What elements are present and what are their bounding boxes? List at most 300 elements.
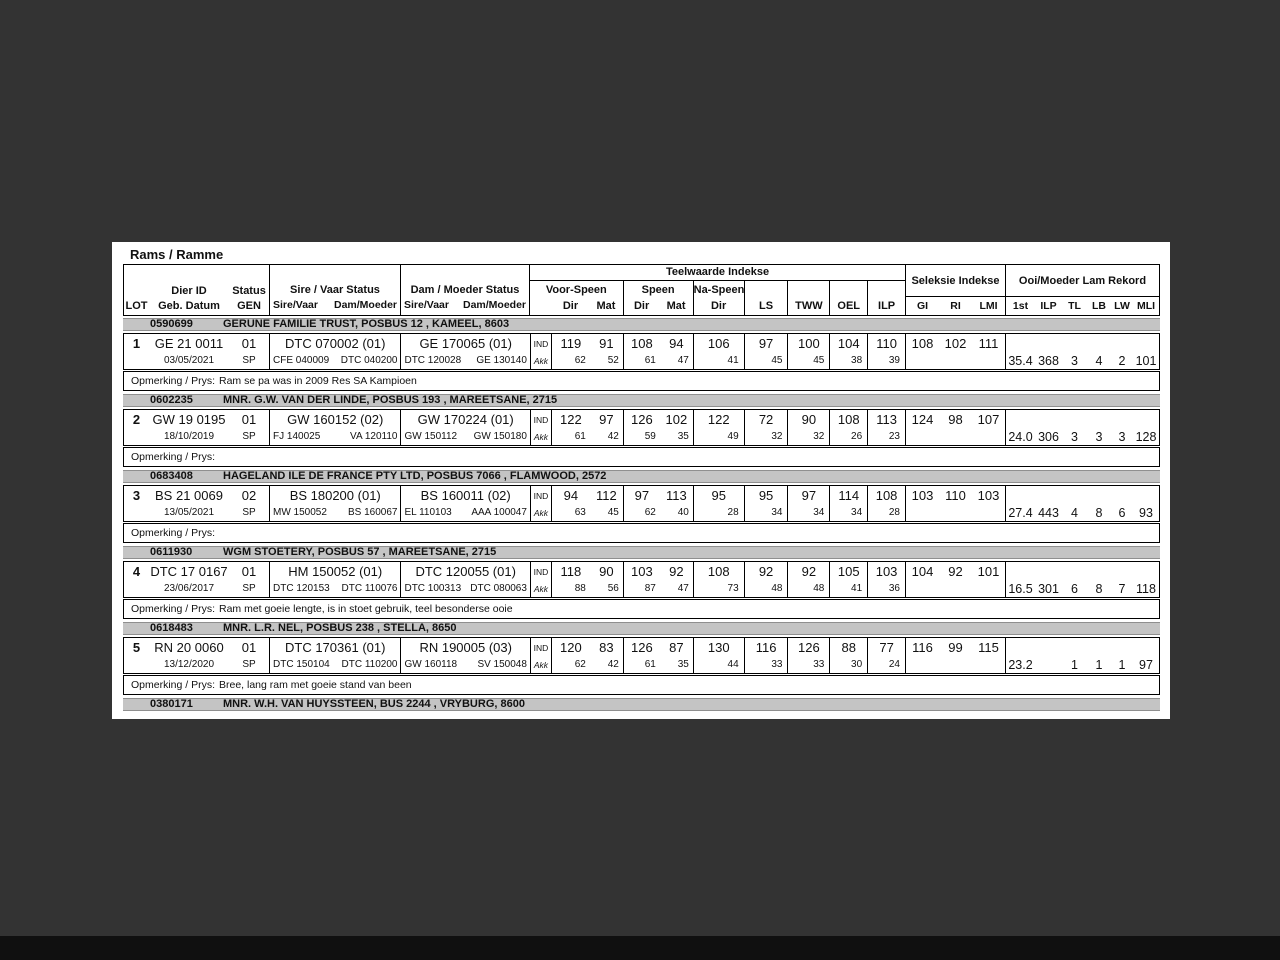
- catalog-page: [112, 242, 1170, 719]
- tww-akk-line: [788, 353, 829, 368]
- akk-label: Akk: [533, 507, 548, 518]
- ls-cell: [744, 334, 788, 369]
- tww-cell: [787, 638, 829, 673]
- breeder-number: 0590699: [150, 318, 193, 330]
- tww-ind-line: [788, 486, 829, 505]
- speen-akk-line: [624, 581, 693, 596]
- header-mli: MLI: [1136, 300, 1156, 312]
- header-naspeen-sub: [694, 298, 744, 314]
- header-sire-status: [269, 265, 400, 315]
- lot-row: [123, 637, 1160, 674]
- tww-ind-line: [788, 638, 829, 657]
- naspeen-cell: [693, 638, 744, 673]
- oel-akk-line: [830, 581, 867, 596]
- lot-row: [123, 409, 1160, 446]
- oel-cell: [829, 562, 867, 597]
- oel-cell: [829, 638, 867, 673]
- ind-akk-label-cell: [530, 334, 551, 369]
- speen-ind-line: [624, 334, 693, 353]
- ind-label-line: [531, 486, 551, 505]
- dam-id-line: [401, 638, 529, 657]
- tww-akk-line: [788, 657, 829, 672]
- naspeen-akk-line: [694, 505, 744, 520]
- ooi-rekord-cell: [1005, 334, 1159, 369]
- header-ooi-sub: [1006, 297, 1159, 315]
- akk-speen-mat: 35: [677, 659, 689, 670]
- seleksie-cell: [905, 410, 1005, 445]
- ls-ind-line: [745, 486, 788, 505]
- ooi-tl-value: 3: [1071, 429, 1078, 444]
- akk-tww: 32: [813, 431, 825, 442]
- ind-tww: 90: [801, 412, 817, 427]
- ind-speen-mat: 102: [665, 412, 688, 427]
- voorspeen-cell: [551, 562, 623, 597]
- ls-akk-line: [745, 657, 788, 672]
- ind-akk-label-cell: [530, 410, 551, 445]
- sire-id: DTC 170361 (01): [285, 640, 386, 655]
- gi-value: 103: [911, 488, 934, 503]
- lot-row: [123, 561, 1160, 598]
- birth-date: 03/05/2021: [163, 355, 215, 366]
- header-lw: LW: [1114, 300, 1130, 312]
- ooi-mli-value: 128: [1135, 429, 1157, 444]
- speen-akk-line: [624, 657, 693, 672]
- dam-dam-id: AAA 100047: [471, 507, 527, 518]
- akk-label-line: [531, 657, 551, 672]
- header-dir: Dir: [633, 300, 650, 312]
- akk-ls: 48: [771, 583, 783, 594]
- page-title: Rams / Ramme: [130, 247, 224, 262]
- akk-naspeen-dir: 28: [727, 507, 739, 518]
- naspeen-cell: [693, 410, 744, 445]
- seleksie-cell: [905, 562, 1005, 597]
- speen-akk-line: [624, 505, 693, 520]
- ind-oel: 108: [837, 412, 860, 427]
- ind-speen-dir: 126: [631, 640, 653, 655]
- gi-value: 116: [912, 640, 933, 655]
- speen-akk-line: [624, 429, 693, 444]
- header-line-1: [124, 283, 269, 298]
- header-seleksie-title: Seleksie Indekse: [906, 265, 1005, 297]
- ooi-ilp-value: 306: [1038, 429, 1059, 444]
- header-lb: LB: [1092, 300, 1106, 312]
- breeder-name: HAGELAND ILE DE FRANCE PTY LTD, POSBUS 7066 , FLAMWOOD, 2572: [223, 470, 607, 482]
- speen-cell: [623, 410, 693, 445]
- naspeen-cell: [693, 334, 744, 369]
- ind-naspeen-dir: 122: [707, 412, 730, 427]
- breeder-number: 0683408: [150, 470, 193, 482]
- dam-dam-id: GW 150180: [473, 431, 527, 442]
- lmi-value: 103: [977, 488, 1000, 503]
- akk-speen-dir: 61: [644, 355, 656, 366]
- lot-id-line-1: [124, 410, 269, 429]
- akk-ls: 45: [771, 355, 783, 366]
- header-ooi-title: Ooi/Moeder Lam Rekord: [1006, 265, 1159, 297]
- seleksie-empty-line: [906, 353, 1005, 368]
- ooi-mli-value: 93: [1139, 505, 1153, 520]
- breeder-number: 0380171: [150, 698, 193, 710]
- ooi-ilp-value: 368: [1038, 353, 1059, 368]
- seleksie-values-line: [906, 486, 1005, 505]
- dam-id-line: [401, 486, 529, 505]
- ind-speen-dir: 108: [631, 336, 653, 351]
- ilp-ind-line: [868, 486, 905, 505]
- ooi-1st-value: 16.5: [1008, 581, 1033, 596]
- ooi-empty-line: [1006, 486, 1159, 505]
- akk-voorspeen-dir: 62: [574, 659, 586, 670]
- lot-number: 2: [132, 412, 141, 427]
- breeder-name: GERUNE FAMILIE TRUST, POSBUS 12 , KAMEEL, 8603: [223, 318, 510, 330]
- ri-value: 92: [948, 564, 963, 579]
- oel-cell: [829, 486, 867, 521]
- dam-cell: [400, 486, 529, 521]
- speen-ind-line: [624, 410, 693, 429]
- ind-naspeen-dir: 95: [711, 488, 726, 503]
- ooi-empty-line: [1006, 562, 1159, 581]
- remark-label: Opmerking / Prys:: [131, 603, 216, 615]
- sire-sire-id: MW 150052: [273, 507, 327, 518]
- ind-naspeen-dir: 106: [707, 336, 730, 351]
- animal-id: RN 20 0060: [154, 640, 224, 655]
- ind-ls: 72: [758, 412, 774, 427]
- ind-speen-mat: 113: [665, 488, 687, 503]
- akk-naspeen-dir: 44: [727, 659, 739, 670]
- header-geb-datum: Geb. Datum: [158, 299, 220, 312]
- ooi-lb-value: 8: [1095, 581, 1103, 596]
- header-sire-vaar: Sire/Vaar: [273, 299, 318, 311]
- ind-voorspeen-mat: 97: [599, 412, 614, 427]
- ls-akk-line: [745, 429, 788, 444]
- speen-ind-line: [624, 562, 693, 581]
- ooi-values-line: [1006, 581, 1159, 596]
- speen-cell: [623, 334, 693, 369]
- ooi-rekord-cell: [1005, 562, 1159, 597]
- naspeen-akk-line: [694, 353, 744, 368]
- header-dier-id: Dier ID: [171, 284, 207, 297]
- ind-speen-mat: 92: [669, 564, 684, 579]
- ind-speen-dir: 97: [634, 488, 650, 503]
- sire-parents-line: [270, 353, 400, 368]
- sire-parents-line: [270, 657, 400, 672]
- ind-voorspeen-dir: 122: [560, 412, 582, 427]
- ilp-akk-line: [868, 505, 905, 520]
- header-status: Status: [232, 284, 266, 297]
- ind-label: IND: [533, 566, 549, 577]
- header-ri: RI: [950, 300, 961, 312]
- dam-id: GW 170224 (01): [417, 412, 514, 427]
- ilp-cell: [867, 486, 905, 521]
- akk-tww: 45: [813, 355, 825, 366]
- speen-akk-line: [624, 353, 693, 368]
- naspeen-ind-line: [694, 410, 744, 429]
- header-line-2: [124, 298, 269, 313]
- ind-oel: 105: [837, 564, 860, 579]
- lot-group: [123, 470, 1160, 543]
- dam-id: DTC 120055 (01): [415, 564, 516, 579]
- sire-id: DTC 070002 (01): [285, 336, 386, 351]
- ind-ilp: 110: [876, 336, 897, 351]
- header-teelwaarde-groups: [530, 281, 905, 315]
- ind-ls: 116: [755, 640, 777, 655]
- akk-speen-mat: 40: [677, 507, 689, 518]
- voorspeen-akk-line: [552, 353, 623, 368]
- ind-naspeen-dir: 130: [707, 640, 730, 655]
- sire-parents-line: [270, 505, 400, 520]
- ooi-tl-value: 4: [1071, 505, 1078, 520]
- voorspeen-ind-line: [552, 638, 623, 657]
- ooi-1st-value: 27.4: [1008, 505, 1033, 520]
- ls-akk-line: [745, 353, 788, 368]
- oel-ind-line: [830, 334, 867, 353]
- oel-cell: [829, 334, 867, 369]
- voorspeen-ind-line: [552, 410, 623, 429]
- status-value: 01: [241, 412, 257, 427]
- lot-group: [123, 698, 1160, 711]
- ooi-rekord-cell: [1005, 638, 1159, 673]
- sire-parents-line: [270, 581, 400, 596]
- ooi-1st-value: 35.4: [1008, 353, 1033, 368]
- ooi-mli-value: 118: [1136, 581, 1156, 596]
- breeder-bar: [123, 698, 1160, 711]
- header-speen-group: [623, 281, 693, 315]
- ls-ind-line: [745, 410, 788, 429]
- ilp-cell: [867, 410, 905, 445]
- birth-date: 13/05/2021: [163, 507, 215, 518]
- sire-sire-id: DTC 120153: [273, 583, 330, 594]
- ooi-rekord-cell: [1005, 486, 1159, 521]
- ind-oel: 114: [838, 488, 860, 503]
- ind-voorspeen-dir: 120: [560, 640, 582, 655]
- dam-id-line: [401, 562, 529, 581]
- ooi-lw-value: 3: [1118, 429, 1126, 444]
- ind-label-line: [531, 334, 551, 353]
- gen-value: SP: [242, 507, 256, 518]
- akk-voorspeen-dir: 61: [574, 431, 586, 442]
- naspeen-ind-line: [694, 486, 744, 505]
- header-dir: Dir: [562, 300, 579, 312]
- header-mat: Mat: [666, 300, 686, 312]
- ilp-cell: [867, 638, 905, 673]
- ind-oel: 88: [841, 640, 856, 655]
- sire-id-line: [270, 638, 400, 657]
- header-ls-cell: [744, 281, 788, 315]
- header-seleksie-section: [905, 265, 1005, 315]
- animal-id: GE 21 0011: [154, 336, 224, 351]
- lot-id-line-2: [124, 657, 269, 672]
- ilp-akk-line: [868, 353, 905, 368]
- dam-cell: [400, 562, 529, 597]
- ind-naspeen-dir: 108: [707, 564, 730, 579]
- ri-value: 98: [948, 412, 963, 427]
- lot-id-cell: [124, 562, 269, 597]
- lot-id-line-2: [124, 505, 269, 520]
- seleksie-values-line: [906, 562, 1005, 581]
- seleksie-empty-line: [906, 657, 1005, 672]
- ooi-lw-value: 1: [1118, 657, 1126, 672]
- ind-label: IND: [533, 414, 549, 425]
- ind-speen-mat: 87: [669, 640, 684, 655]
- status-value: 01: [241, 640, 257, 655]
- lot-number: 1: [132, 336, 141, 351]
- akk-speen-mat: 35: [677, 431, 689, 442]
- sire-id-line: [270, 334, 400, 353]
- lot-id-line-1: [124, 638, 269, 657]
- oel-akk-line: [830, 657, 867, 672]
- remark-text: Bree, lang ram met goeie stand van been: [219, 679, 412, 691]
- breeder-number: 0611930: [150, 546, 193, 558]
- tww-cell: [787, 334, 829, 369]
- speen-ind-line: [624, 638, 693, 657]
- ooi-1st-value: 24.0: [1008, 429, 1033, 444]
- remark-label: Opmerking / Prys:: [131, 527, 216, 539]
- breeder-name: MNR. L.R. NEL, POSBUS 238 , STELLA, 8650: [223, 622, 457, 634]
- seleksie-values-line: [906, 334, 1005, 353]
- oel-ind-line: [830, 486, 867, 505]
- lot-id-line-1: [124, 486, 269, 505]
- akk-label-line: [531, 505, 551, 520]
- akk-naspeen-dir: 73: [727, 583, 739, 594]
- ind-speen-mat: 94: [669, 336, 684, 351]
- seleksie-cell: [905, 638, 1005, 673]
- lot-group: [123, 318, 1160, 391]
- header-voorspeen-group: [530, 281, 623, 315]
- seleksie-empty-line: [906, 429, 1005, 444]
- ind-tww: 92: [801, 564, 817, 579]
- remark-row: [123, 675, 1160, 695]
- lot-group: [123, 546, 1160, 619]
- ooi-mli-value: 97: [1139, 657, 1153, 672]
- akk-voorspeen-mat: 56: [607, 583, 619, 594]
- sire-dam-id: VA 120110: [350, 431, 398, 442]
- sire-cell: [269, 486, 400, 521]
- ind-voorspeen-mat: 91: [599, 336, 614, 351]
- header-sire-status-title: Sire / Vaar Status: [290, 284, 380, 296]
- akk-voorspeen-dir: 62: [574, 355, 586, 366]
- ind-tww: 97: [801, 488, 817, 503]
- voorspeen-cell: [551, 334, 623, 369]
- lot-id-cell: [124, 334, 269, 369]
- tww-ind-line: [788, 334, 829, 353]
- ind-ls: 97: [758, 336, 774, 351]
- akk-label-line: [531, 429, 551, 444]
- breeder-bar: [123, 318, 1160, 331]
- remark-row: [123, 371, 1160, 391]
- ls-ind-line: [745, 638, 788, 657]
- akk-oel: 34: [851, 507, 863, 518]
- dam-sire-id: GW 150112: [404, 431, 458, 442]
- ooi-empty-line: [1006, 410, 1159, 429]
- akk-label-line: [531, 353, 551, 368]
- lmi-value: 115: [978, 640, 999, 655]
- birth-date: 13/12/2020: [163, 659, 215, 670]
- header-ooi-ilp: ILP: [1040, 300, 1057, 312]
- sire-cell: [269, 410, 400, 445]
- sire-dam-id: DTC 110200: [341, 659, 398, 670]
- voorspeen-cell: [551, 410, 623, 445]
- naspeen-akk-line: [694, 581, 744, 596]
- header-speen: Speen: [641, 284, 675, 296]
- ooi-lb-value: 4: [1095, 353, 1103, 368]
- dam-cell: [400, 638, 529, 673]
- akk-ls: 34: [771, 507, 783, 518]
- remark-text: Ram se pa was in 2009 Res SA Kampioen: [219, 375, 417, 387]
- remark-label: Opmerking / Prys:: [131, 679, 216, 691]
- speen-ind-line: [624, 486, 693, 505]
- gi-value: 124: [911, 412, 934, 427]
- sire-dam-id: DTC 110076: [341, 583, 398, 594]
- header-oel-cell: [829, 281, 867, 315]
- voorspeen-akk-line: [552, 581, 623, 596]
- tww-ind-line: [788, 562, 829, 581]
- lot-id-line-2: [124, 429, 269, 444]
- breeder-name: MNR. W.H. VAN HUYSSTEEN, BUS 2244 , VRYBURG, 8600: [223, 698, 525, 710]
- lot-id-cell: [124, 638, 269, 673]
- ind-label-line: [531, 410, 551, 429]
- sire-sire-id: DTC 150104: [273, 659, 330, 670]
- dam-parents-line: [401, 657, 529, 672]
- breeder-name: MNR. G.W. VAN DER LINDE, POSBUS 193 , MAREETSANE, 2715: [223, 394, 558, 406]
- akk-speen-dir: 62: [644, 507, 656, 518]
- ind-voorspeen-dir: 118: [560, 564, 582, 579]
- ooi-mli-value: 101: [1135, 353, 1157, 368]
- remark-row: [123, 599, 1160, 619]
- akk-voorspeen-mat: 45: [607, 507, 619, 518]
- akk-label: Akk: [533, 355, 548, 366]
- oel-cell: [829, 410, 867, 445]
- dam-parents-line: [401, 505, 529, 520]
- ooi-tl-value: 1: [1071, 657, 1078, 672]
- ilp-akk-line: [868, 657, 905, 672]
- dam-sire-id: DTC 100313: [404, 583, 462, 594]
- voorspeen-akk-line: [552, 657, 623, 672]
- header-ls: LS: [759, 300, 774, 312]
- header-dir: Dir: [710, 300, 727, 312]
- sire-id: GW 160152 (02): [287, 412, 384, 427]
- dam-id-line: [401, 410, 529, 429]
- tww-cell: [787, 562, 829, 597]
- table-header-row: [123, 264, 1160, 316]
- ind-ilp: 77: [879, 640, 894, 655]
- header-teelwaarde-title: Teelwaarde Indekse: [530, 265, 905, 281]
- header-tww: TWW: [795, 300, 823, 312]
- animal-id: DTC 17 0167: [150, 564, 228, 579]
- lot-id-line-1: [124, 334, 269, 353]
- ind-voorspeen-mat: 112: [595, 488, 617, 503]
- akk-speen-dir: 61: [644, 659, 656, 670]
- sire-id: BS 180200 (01): [289, 488, 381, 503]
- lot-number: 5: [132, 640, 141, 655]
- remark-label: Opmerking / Prys:: [131, 375, 216, 387]
- sire-sire-id: FJ 140025: [273, 431, 321, 442]
- breeder-bar: [123, 394, 1160, 407]
- lot-id-line-2: [124, 581, 269, 596]
- naspeen-ind-line: [694, 562, 744, 581]
- breeder-bar: [123, 622, 1160, 635]
- header-dam-moeder: Dam/Moeder: [462, 299, 526, 311]
- ind-speen-dir: 126: [631, 412, 653, 427]
- ind-voorspeen-mat: 90: [599, 564, 614, 579]
- akk-label: Akk: [533, 431, 548, 442]
- header-lot: LOT: [125, 299, 148, 312]
- ilp-akk-line: [868, 581, 905, 596]
- gen-value: SP: [242, 355, 256, 366]
- gen-value: SP: [242, 583, 256, 594]
- lmi-value: 101: [977, 564, 1000, 579]
- ind-ilp: 113: [876, 412, 897, 427]
- ind-ls: 92: [758, 564, 774, 579]
- status-value: 01: [241, 336, 257, 351]
- sire-id-line: [270, 410, 400, 429]
